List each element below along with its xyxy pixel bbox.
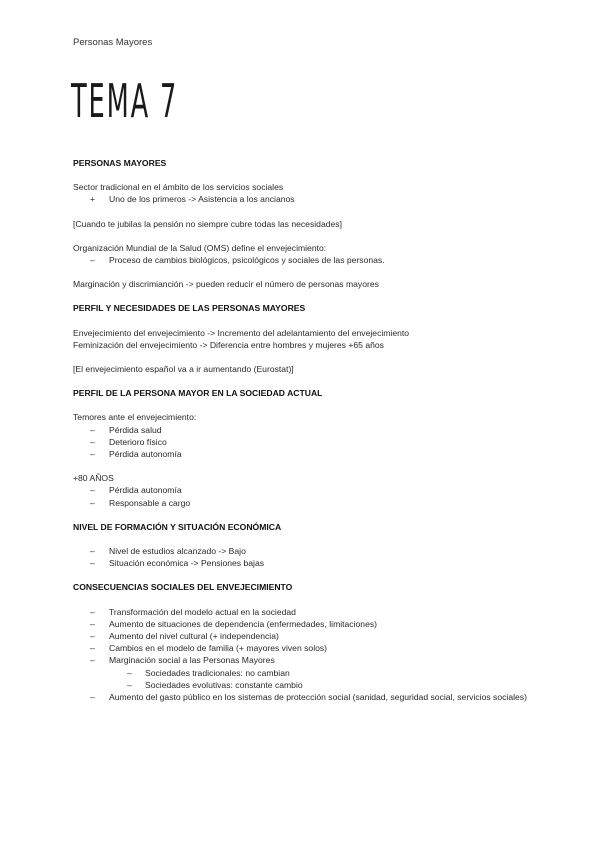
paragraph: Envejecimiento del envejecimiento -> Incremento del adelantamiento del envejecimiento [73, 327, 410, 338]
paragraph: [Cuando te jubilas la pensión no siempre cubre todas las necesidades] [73, 218, 342, 229]
section-heading-perfil-persona-mayor: PERFIL DE LA PERSONA MAYOR EN LA SOCIEDAD ACTUAL [73, 388, 323, 399]
section-heading-perfil-necesidades: PERFIL Y NECESIDADES DE LAS PERSONAS MAYORES [73, 303, 306, 314]
list-item: – Proceso de cambios biológicos, psicológicos y sociales de las personas. [73, 254, 533, 266]
bullet-list [73, 254, 533, 266]
list-item: – Sociedades evolutivas: constante cambio [73, 679, 533, 691]
list-item: – Cambios en el modelo de familia (+ mayores viven solos) [73, 642, 533, 654]
list-item: – Pérdida salud [73, 424, 533, 436]
bullet-list [73, 545, 533, 569]
paragraph: Sector tradicional en el ámbito de los servicios sociales [73, 182, 284, 193]
list-item: – Pérdida autonomía [73, 484, 533, 496]
list-item: – Transformación del modelo actual en la sociedad [73, 606, 533, 618]
paragraph: [El envejecimiento español va a ir aumentando (Eurostat)] [73, 364, 294, 375]
list-item: – Deterioro físico [73, 436, 533, 448]
list-item: + Uno de los primeros -> Asistencia a los ancianos [73, 193, 533, 205]
document-body [73, 157, 533, 703]
list-item: – Responsable a cargo [73, 497, 533, 509]
list-item: – Aumento del gasto público en los sistemas de protección social (sanidad, seguridad social, servicios sociales) [73, 691, 533, 703]
nested-bullet-list [73, 667, 533, 691]
bullet-list [73, 691, 533, 703]
list-item: – Marginación social a las Personas Mayores [73, 654, 533, 666]
paragraph: Temores ante el envejecimiento: [73, 412, 197, 423]
paragraph: Feminización del envejecimiento -> Diferencia entre hombres y mujeres +65 años [73, 339, 384, 350]
page-title: TEMA 7 [71, 74, 179, 128]
bullet-list [73, 424, 533, 461]
list-item: – Aumento de situaciones de dependencia (enfermedades, limitaciones) [73, 618, 533, 630]
paragraph: +80 AÑOS [73, 473, 114, 484]
list-item: – Situación económica -> Pensiones bajas [73, 557, 533, 569]
bullet-list [73, 193, 533, 205]
list-item: – Sociedades tradicionales: no cambian [73, 667, 533, 679]
bullet-list [73, 484, 533, 508]
paragraph: Marginación y discrimianción -> pueden reducir el número de personas mayores [73, 279, 379, 290]
page-header: Personas Mayores [73, 37, 153, 48]
bullet-list [73, 606, 533, 667]
paragraph: Organización Mundial de la Salud (OMS) define el envejecimiento: [73, 242, 327, 253]
list-item: – Pérdida autonomía [73, 448, 533, 460]
list-item: – Nivel de estudios alcanzado -> Bajo [73, 545, 533, 557]
section-heading-consecuencias-sociales: CONSECUENCIAS SOCIALES DEL ENVEJECIMIENTO [73, 582, 293, 593]
section-heading-personas-mayores: PERSONAS MAYORES [73, 158, 167, 168]
list-item: – Aumento del nivel cultural (+ independencia) [73, 630, 533, 642]
section-heading-nivel-formacion: NIVEL DE FORMACIÓN Y SITUACIÓN ECONÓMICA [73, 521, 282, 532]
